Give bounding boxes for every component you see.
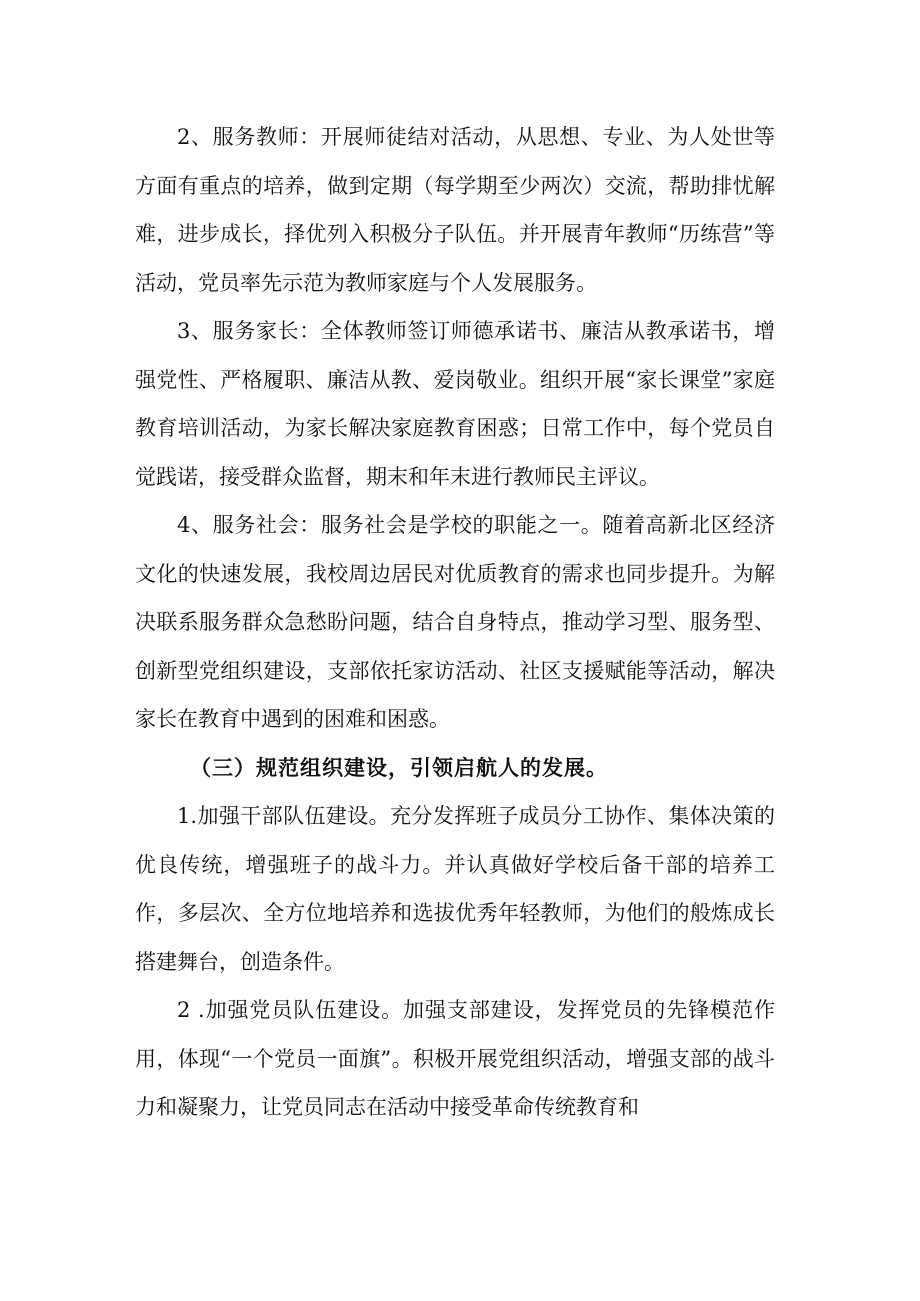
document-body [135,113,775,1132]
paragraph-serve-teachers: 2、服务教师：开展师徒结对活动，从思想、专业、为人处世等方面有重点的培养，做到定期（每学期至少两次）交流，帮助排忧解难，进步成长，择优列入积极分子队伍。并开展青年教师“历练营”等活动，党员率先示范为教师家庭与个人发展服务。 [135,125,775,295]
paragraph-cadre-building: 1.加强干部队伍建设。充分发挥班子成员分工协作、集体决策的优良传统，增强班子的战斗力。并认真做好学校后备干部的培养工作，多层次、全方位地培养和选拔优秀年轻教师，为他们的般炼成长搭建舞台，创造条件。 [135,804,775,974]
section-heading: （三）规范组织建设，引领启航人的发展。 [190,754,608,780]
paragraph-member-building: 2 .加强党员队伍建设。加强支部建设，发挥党员的先锋模范作用，体现“一个党员一面旗”。积极开展党组织活动，增强支部的战斗力和凝聚力，让党员同志在活动中接受革命传统教育和 [135,998,775,1119]
paragraph-serve-parents: 3、服务家长：全体教师签订师德承诺书、廉洁从教承诺书，增强党性、严格履职、廉洁从教、爱岗敬业。组织开展“家长课堂”家庭教育培训活动，为家长解决家庭教育困惑；日常工作中，每个党员自觉践诺，接受群众监督，期末和年末进行教师民主评议。 [135,319,775,489]
paragraph-serve-society: 4、服务社会：服务社会是学校的职能之一。随着高新北区经济文化的快速发展，我校周边居民对优质教育的需求也同步提升。为解决联系服务群众急愁盼问题，结合自身特点，推动学习型、服务型、创新型党组织建设，支部依托家访活动、社区支援赋能等活动，解决家长在教育中遇到的困难和困惑。 [135,513,775,731]
